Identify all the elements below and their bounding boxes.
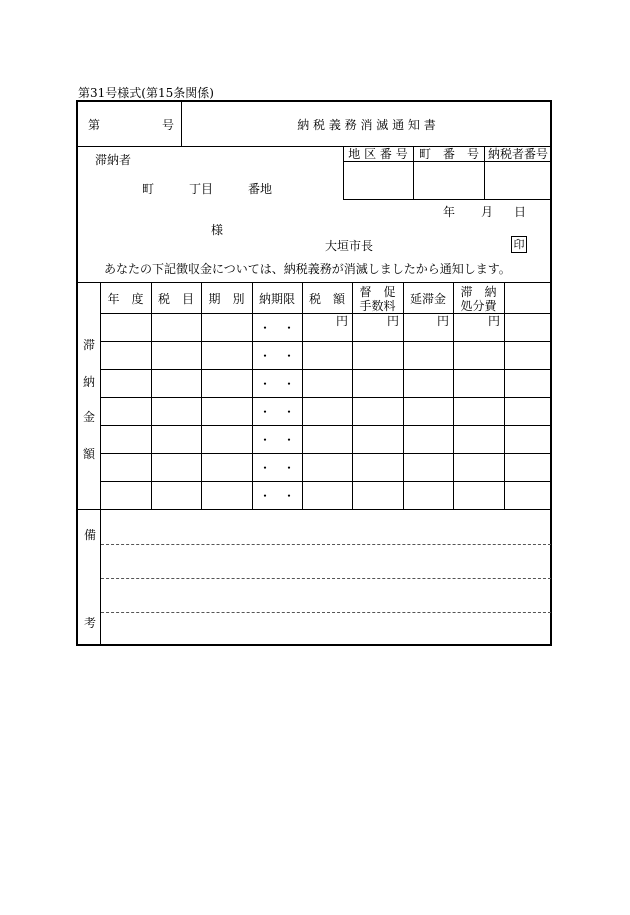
divider bbox=[101, 425, 551, 426]
column-header: 納期限 bbox=[258, 292, 295, 306]
recipient-label: 滞納者 bbox=[95, 153, 132, 167]
number-prefix: 第 bbox=[88, 118, 101, 132]
divider bbox=[101, 369, 551, 370]
due-date-placeholder: ・ ・ bbox=[258, 405, 295, 419]
address-machi: 町 bbox=[142, 182, 155, 196]
divider bbox=[343, 161, 551, 162]
divider bbox=[201, 283, 202, 509]
remarks-line bbox=[101, 578, 551, 579]
remarks-label-bottom: 考 bbox=[84, 616, 97, 630]
yen-unit: 円 bbox=[336, 314, 349, 328]
divider bbox=[252, 283, 253, 509]
divider bbox=[100, 283, 101, 645]
divider bbox=[504, 283, 505, 509]
date-month: 月 bbox=[481, 205, 494, 219]
notice-message: あなたの下記徴収金については、納税義務が消滅しましたから通知します。 bbox=[104, 262, 511, 276]
due-date-placeholder: ・ ・ bbox=[258, 433, 295, 447]
divider bbox=[453, 283, 454, 509]
issuer: 大垣市長 bbox=[325, 239, 374, 253]
yen-unit: 円 bbox=[437, 314, 450, 328]
remarks-line bbox=[101, 612, 551, 613]
divider bbox=[77, 282, 551, 283]
divider bbox=[101, 341, 551, 342]
yen-unit: 円 bbox=[387, 314, 400, 328]
town-number-label: 町 番 号 bbox=[418, 147, 479, 161]
side-label-char: 額 bbox=[83, 447, 96, 461]
due-date-placeholder: ・ ・ bbox=[258, 349, 295, 363]
yen-unit: 円 bbox=[488, 314, 501, 328]
date-day: 日 bbox=[514, 205, 527, 219]
column-header: 滞 納 処分費 bbox=[460, 285, 497, 313]
side-label-char: 納 bbox=[83, 375, 96, 389]
document-title: 納 税 義 務 消 滅 通 知 書 bbox=[297, 118, 436, 132]
divider bbox=[302, 283, 303, 509]
district-number-label: 地 区 番 号 bbox=[348, 147, 408, 161]
column-header: 税 額 bbox=[308, 292, 345, 306]
seal-mark: 印 bbox=[511, 236, 527, 253]
due-date-placeholder: ・ ・ bbox=[258, 321, 295, 335]
divider bbox=[151, 283, 152, 509]
divider bbox=[101, 397, 551, 398]
column-header: 年 度 bbox=[107, 292, 144, 306]
form-label: 第31号様式(第15条関係) bbox=[78, 86, 214, 100]
due-date-placeholder: ・ ・ bbox=[258, 377, 295, 391]
divider bbox=[101, 481, 551, 482]
divider bbox=[77, 509, 551, 510]
remarks-label-top: 備 bbox=[84, 528, 97, 542]
divider bbox=[403, 283, 404, 509]
side-label-char: 金 bbox=[83, 410, 96, 424]
divider bbox=[343, 199, 551, 200]
number-suffix: 号 bbox=[162, 118, 175, 132]
remarks-line bbox=[101, 544, 551, 545]
column-header: 督 促 手数料 bbox=[359, 285, 396, 313]
divider bbox=[352, 283, 353, 509]
column-header: 税 目 bbox=[157, 292, 194, 306]
address-banchi: 番地 bbox=[248, 182, 273, 196]
column-header: 期 別 bbox=[208, 292, 245, 306]
date-year: 年 bbox=[443, 205, 456, 219]
column-header: 延滞金 bbox=[409, 292, 446, 306]
divider bbox=[101, 453, 551, 454]
address-chome: 丁目 bbox=[189, 182, 214, 196]
divider bbox=[101, 313, 551, 314]
due-date-placeholder: ・ ・ bbox=[258, 461, 295, 475]
taxpayer-number-label: 納税者番号 bbox=[487, 147, 548, 161]
side-label-char: 滞 bbox=[83, 338, 96, 352]
recipient-honorific: 様 bbox=[211, 223, 224, 237]
due-date-placeholder: ・ ・ bbox=[258, 489, 295, 503]
